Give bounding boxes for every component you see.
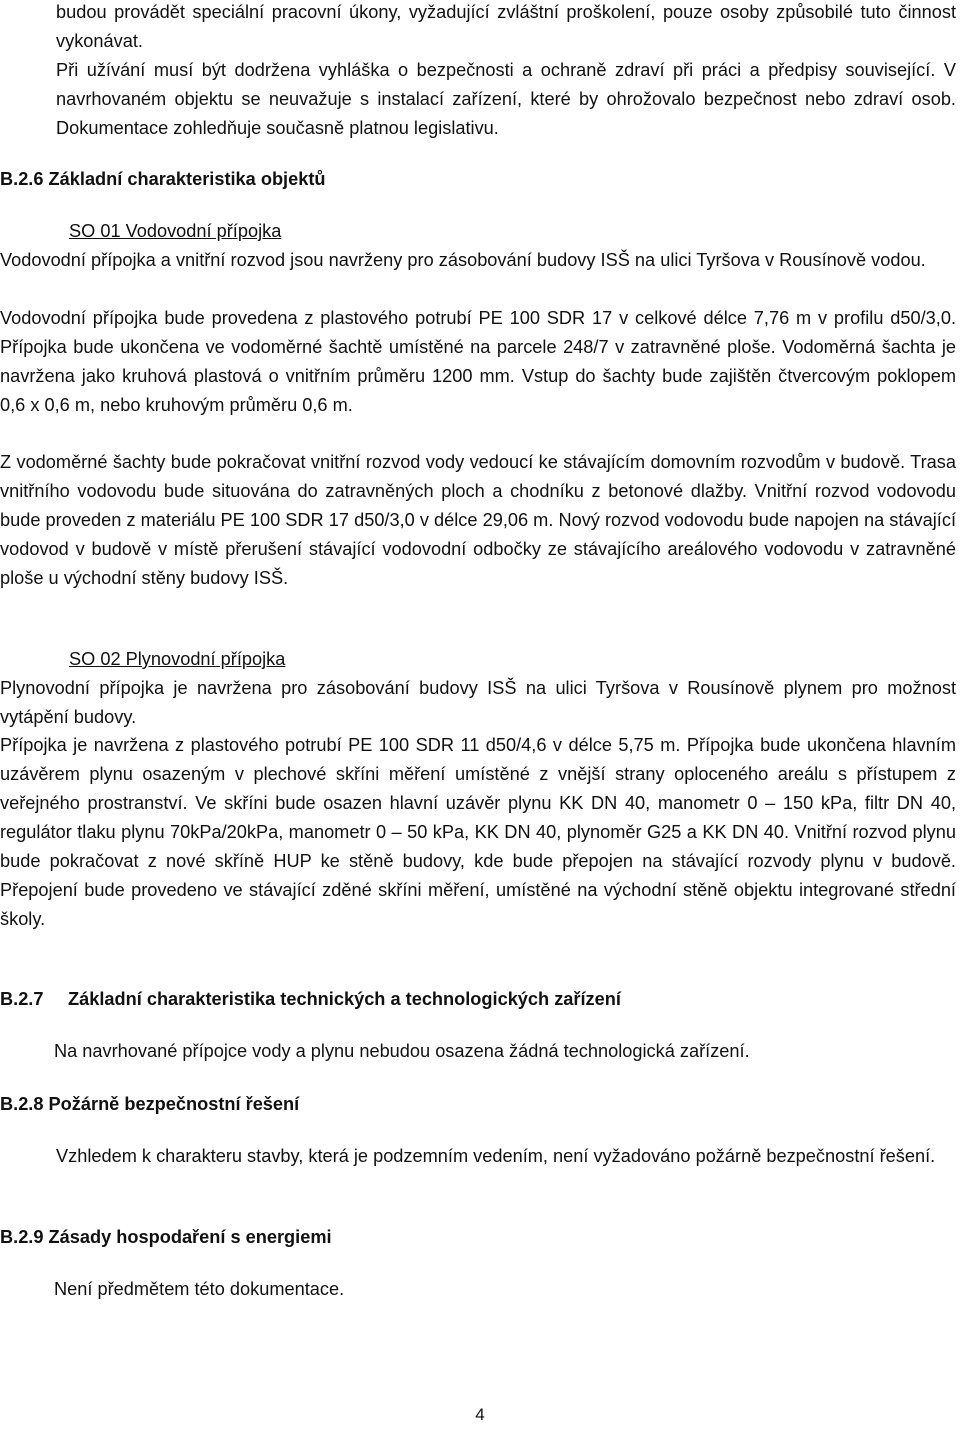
section-b29-text: Není předmětem této dokumentace. [54,1279,345,1299]
so01-title: SO 01 Vodovodní přípojka [69,221,282,241]
section-b29-heading [0,1223,332,1252]
section-b26-title: Základní charakteristika objektů [48,169,326,189]
so01-paragraph-3: Z vodoměrné šachty bude pokračovat vnitřní rozvod vody vedoucí ke stávajícím domovním rozvodům v budově. Trasa vnitřního vodovodu bude situována do zatravněných ploch a chodníku z betonové dlažby. Vnitřní rozvod vodovodu bude proveden z materiálu PE 100 SDR 17 d50/3,0 v délce 29,06 m. Nový rozvod vodovodu bude napojen na stávající vodovod v budově v místě přerušení stávající vodovodní odbočky ze stávajícího areálového vodovodu v zatravněné ploše u východní stěny budovy ISŠ. [0,452,956,588]
section-b28-text: Vzhledem k charakteru stavby, která je podzemním vedením, není vyžadováno požárně bezpečnostní řešení. [56,1146,936,1166]
so02-paragraph-2: Přípojka je navržena z plastového potrubí PE 100 SDR 11 d50/4,6 v délce 5,75 m. Přípojka bude ukončena hlavním uzávěrem plynu osazeným v plechové skříni měření umístěné z vnější strany oploceného areálu s přístupem z veřejného prostranství. Ve skříni bude osazen hlavní uzávěr plynu KK DN 40, manometr 0 – 150 kPa, filtr DN 40, regulátor tlaku plynu 70kPa/20kPa, manometr 0 – 50 kPa, KK DN 40, plynoměr G25 a KK DN 40. Vnitřní rozvod plynu bude pokračovat z nové skříně HUP ke stěně budovy, kde bude přepojen na stávající rozvody plynu v budově. Přepojení bude provedeno ve stávající zděné skříni měření, umístěné na východní stěně objektu integrované střední školy. [0,735,956,929]
section-b29-number: B.2.9 [0,1227,44,1247]
intro-paragraph-2: Při užívání musí být dodržena vyhláška o bezpečnosti a ochraně zdraví při práci a předpisy související. V navrhovaném objektu se neuvažuje s instalací zařízení, které by ohrožovalo bezpečnost nebo zdraví osob. Dokumentace zohledňuje současně platnou legislativu. [56,60,956,138]
section-b26-heading [0,165,326,194]
section-b27-heading [0,985,621,1014]
page-number: 4 [475,1405,485,1424]
so02-paragraph-1: Plynovodní přípojka je navržena pro zásobování budovy ISŠ na ulici Tyršova v Rousínově plynem pro možnost vytápění budovy. [0,678,956,727]
section-b27-text: Na navrhované přípojce vody a plynu nebudou osazena žádná technologická zařízení. [54,1041,750,1061]
so02-title: SO 02 Plynovodní přípojka [69,649,286,669]
section-b26-number: B.2.6 [0,169,44,189]
section-b28-title: Požárně bezpečnostní řešení [48,1094,300,1114]
section-b27-title: Základní charakteristika technických a technologických zařízení [68,989,621,1009]
section-b29-title: Zásady hospodaření s energiemi [48,1227,332,1247]
so01-paragraph-1: Vodovodní přípojka a vnitřní rozvod jsou navrženy pro zásobování budovy ISŠ na ulici Tyršova v Rousínově vodou. [0,250,926,270]
intro-paragraph-1: budou provádět speciální pracovní úkony, vyžadující zvláštní proškolení, pouze osoby způsobilé tuto činnost vykonávat. [56,2,956,51]
section-b27-number: B.2.7 [0,989,44,1009]
section-b28-number: B.2.8 [0,1094,44,1114]
so01-paragraph-2: Vodovodní přípojka bude provedena z plastového potrubí PE 100 SDR 17 v celkové délce 7,76 m v profilu d50/3,0. Přípojka bude ukončena ve vodoměrné šachtě umístěné na parcele 248/7 v zatravněné ploše. Vodoměrná šachta je navržena jako kruhová plastová o vnitřním průměru 1200 mm. Vstup do šachty bude zajištěn čtvercovým poklopem 0,6 x 0,6 m, nebo kruhovým průměru 0,6 m. [0,308,956,415]
section-b28-heading [0,1090,299,1119]
